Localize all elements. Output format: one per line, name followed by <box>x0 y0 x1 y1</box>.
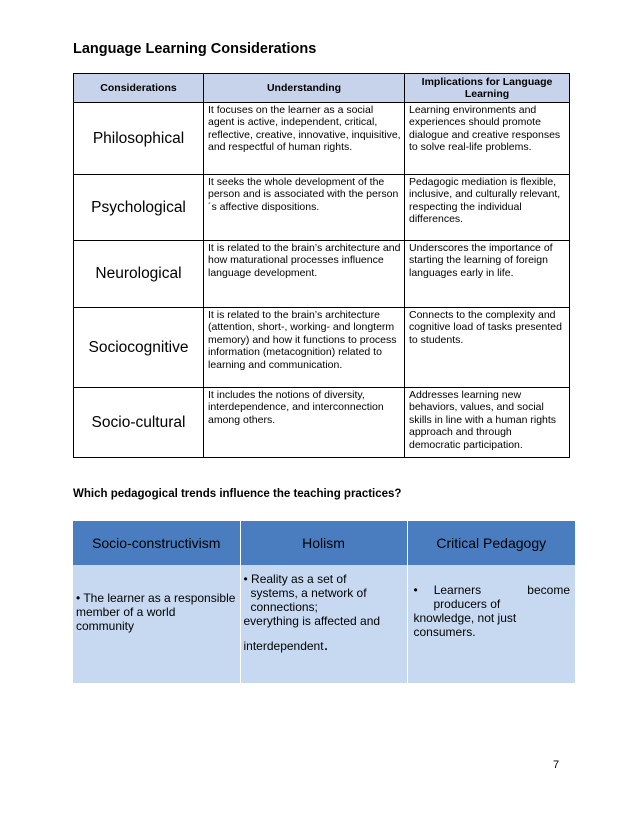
understanding-text: It is related to the brain’s architecture and how maturational processes influence language development. <box>204 241 405 308</box>
holism-line: • Reality as a set of <box>243 572 347 586</box>
consideration-name: Psychological <box>74 175 204 241</box>
socio-constructivism-text: • The learner as a responsible member of a world community <box>76 591 236 633</box>
critical-pedagogy-line: knowledge, not just <box>413 611 517 625</box>
socio-constructivism-cell <box>73 565 240 683</box>
table-row <box>74 103 570 175</box>
consideration-name: Sociocognitive <box>74 308 204 388</box>
consideration-name: Socio-cultural <box>74 388 204 458</box>
header-understanding: Understanding <box>204 74 405 103</box>
critical-pedagogy-cell <box>407 565 575 683</box>
critical-pedagogy-line: consumers. <box>413 625 476 639</box>
question-heading: Which pedagogical trends influence the teaching practices? <box>73 488 402 500</box>
consideration-name: Neurological <box>74 241 204 308</box>
header-considerations: Considerations <box>74 74 204 103</box>
understanding-text: It focuses on the learner as a social agent is active, independent, critical, reflective, creative, innovative, inquisitive, and respectful of human rights. <box>204 103 405 175</box>
table-row <box>74 175 570 241</box>
holism-line: everything is affected and <box>243 614 381 628</box>
header-critical-pedagogy: Critical Pedagogy <box>407 521 575 565</box>
table-row <box>74 241 570 308</box>
table-row <box>74 388 570 458</box>
implications-text: Pedagogic mediation is flexible, inclusive, and culturally relevant, respecting the individual differences. <box>405 175 570 241</box>
trends-table <box>73 521 575 683</box>
header-holism: Holism <box>240 521 407 565</box>
holism-period: . <box>323 635 329 654</box>
critical-pedagogy-word: become <box>527 583 570 597</box>
trends-row <box>73 565 575 683</box>
table-row <box>74 308 570 388</box>
holism-cell <box>240 565 407 683</box>
page-heading: Language Learning Considerations <box>73 41 317 57</box>
trends-header-row <box>73 521 575 565</box>
understanding-text: It is related to the brain’s architecture (attention, short-, working- and longterm memory) and how it functions to process information (metacognition) related to learning and communication. <box>204 308 405 388</box>
holism-line: interdependent <box>243 639 324 653</box>
critical-pedagogy-line: producers of <box>433 597 501 611</box>
header-implications: Implications for Language Learning <box>405 74 570 103</box>
table-header-row <box>74 74 570 103</box>
holism-line: connections; <box>250 600 318 614</box>
consideration-name: Philosophical <box>74 103 204 175</box>
page-number: 7 <box>553 759 560 771</box>
holism-line: systems, a network of <box>250 586 367 600</box>
bullet-icon: • <box>413 583 418 597</box>
implications-text: Learning environments and experiences should promote dialogue and creative responses to solve real-life problems. <box>405 103 570 175</box>
implications-text: Connects to the complexity and cognitive load of tasks presented to students. <box>405 308 570 388</box>
header-socio-constructivism: Socio-constructivism <box>73 521 240 565</box>
critical-pedagogy-word: Learners <box>433 583 482 597</box>
implications-text: Addresses learning new behaviors, values, and social skills in line with a human rights approach and through democratic participation. <box>405 388 570 458</box>
implications-text: Underscores the importance of starting the learning of foreign languages early in life. <box>405 241 570 308</box>
considerations-table <box>73 73 570 458</box>
understanding-text: It includes the notions of diversity, interdependence, and interconnection among others. <box>204 388 405 458</box>
understanding-text: It seeks the whole development of the person and is associated with the person´s affective dispositions. <box>204 175 405 241</box>
